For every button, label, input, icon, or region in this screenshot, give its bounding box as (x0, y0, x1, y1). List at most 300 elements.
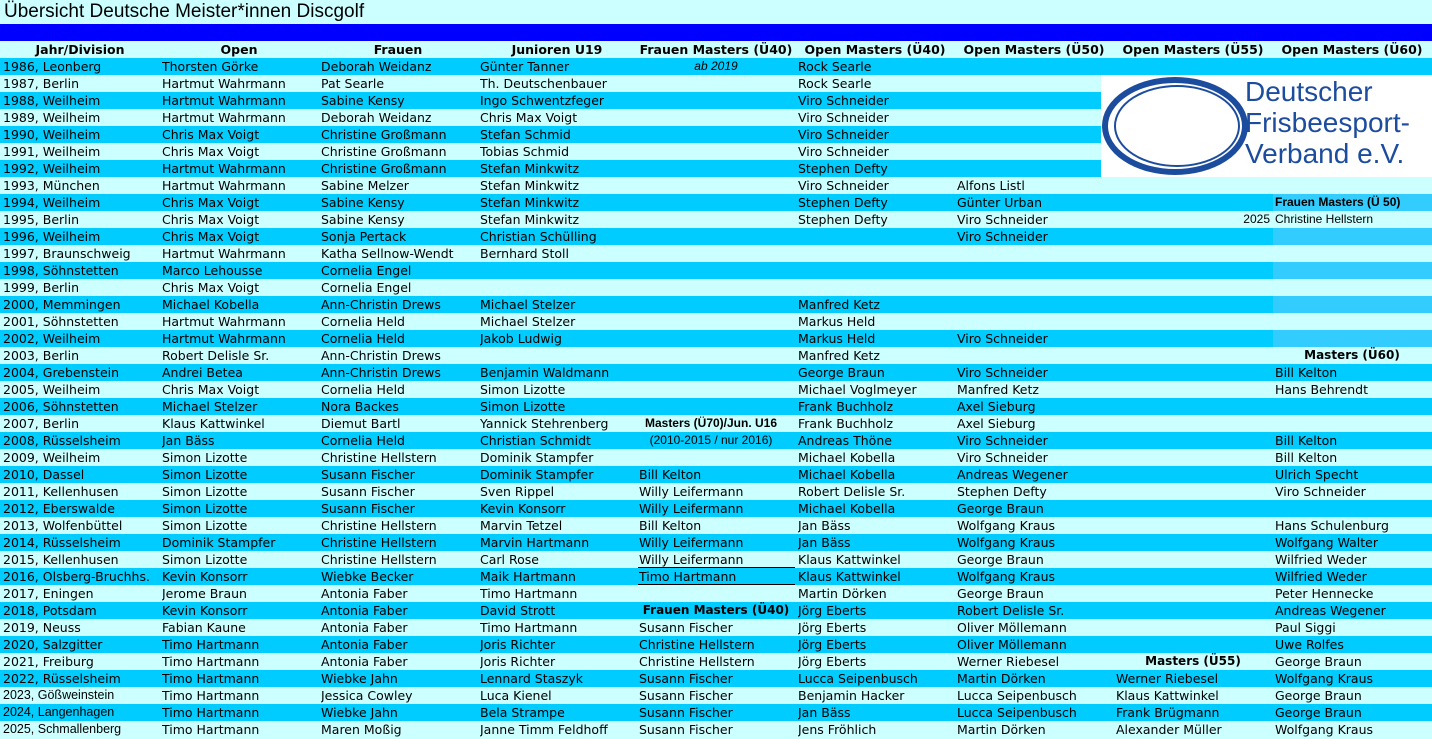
champion-cell: Michael Kobella (162, 297, 260, 312)
year-location-cell: 1998, Söhnstetten (3, 263, 119, 278)
champion-cell: Markus Held (798, 331, 876, 346)
champion-cell: Viro Schneider (798, 93, 889, 108)
champion-cell: Peter Hennecke (1275, 586, 1374, 601)
champion-cell: Markus Held (798, 314, 876, 329)
champion-cell (1116, 381, 1273, 398)
note-masters-u70: Masters (Ü70)/Jun. U16 (644, 416, 778, 430)
champion-cell: Wiebke Becker (321, 569, 414, 584)
table-row (0, 687, 1432, 704)
champion-cell: Wolfgang Walter (1275, 535, 1378, 550)
champion-cell: Hartmut Wahrmann (162, 161, 286, 176)
year-location-cell: 1989, Weilheim (3, 110, 101, 125)
champion-cell: Lucca Seipenbusch (957, 705, 1077, 720)
champion-cell: Axel Sieburg (957, 399, 1036, 414)
champion-cell: Susann Fischer (639, 722, 733, 737)
champion-cell (1275, 245, 1432, 262)
champion-cell: Nora Backes (321, 399, 399, 414)
champion-cell: Susann Fischer (321, 467, 415, 482)
champion-cell: Andreas Wegener (1275, 603, 1386, 618)
champion-cell: Christine Großmann (321, 144, 447, 159)
champion-cell (1116, 602, 1273, 619)
champion-cell: Simon Lizotte (162, 450, 248, 465)
champion-cell: Marvin Hartmann (480, 535, 590, 550)
champion-cell (1116, 364, 1273, 381)
champion-cell: Deborah Weidanz (321, 110, 432, 125)
champion-cell (639, 177, 796, 194)
champion-cell: Benjamin Hacker (798, 688, 905, 703)
champion-cell: Klaus Kattwinkel (1116, 688, 1219, 703)
champion-cell: Wolfgang Kraus (957, 518, 1056, 533)
champion-cell (957, 126, 1114, 143)
champion-cell (1116, 347, 1273, 364)
champion-cell: Diemut Bartl (321, 416, 401, 431)
column-highlight (1273, 330, 1432, 347)
header-band (0, 24, 1432, 41)
champion-cell: Joris Richter (480, 654, 556, 669)
champion-cell: Ann-Christin Drews (321, 348, 441, 363)
champion-cell: Andrei Betea (162, 365, 243, 380)
table-row (0, 194, 1432, 211)
champion-cell: Benjamin Waldmann (480, 365, 610, 380)
champion-cell: Bill Kelton (1275, 450, 1338, 465)
champion-cell: Martin Dörken (798, 586, 887, 601)
champion-cell: Viro Schneider (957, 433, 1048, 448)
champion-cell: Werner Riebesel (957, 654, 1060, 669)
champion-cell: Paul Siggi (1275, 620, 1336, 635)
column-header: Open Masters (Ü60) (1281, 42, 1423, 57)
year-location-cell: 2004, Grebenstein (3, 365, 120, 380)
champion-cell (957, 245, 1114, 262)
champion-cell: Sabine Kensy (321, 93, 405, 108)
table-row (0, 517, 1432, 534)
table-row (0, 449, 1432, 466)
column-highlight (1273, 262, 1432, 279)
champion-cell (639, 398, 796, 415)
champion-cell: Stephen Defty (798, 212, 888, 227)
champion-cell: Viro Schneider (798, 144, 889, 159)
champion-cell: Jörg Eberts (798, 654, 867, 669)
champion-cell: Hartmut Wahrmann (162, 331, 286, 346)
table-row (0, 619, 1432, 636)
champion-cell: Hartmut Wahrmann (162, 178, 286, 193)
champion-cell (1275, 398, 1432, 415)
champion-cell: Hartmut Wahrmann (162, 110, 286, 125)
champion-cell: Deborah Weidanz (321, 59, 432, 74)
champion-cell (798, 279, 955, 296)
champion-cell (1116, 296, 1273, 313)
champion-cell (639, 228, 796, 245)
champion-cell: Viro Schneider (798, 110, 889, 125)
column-headers (0, 41, 1432, 58)
champion-cell (798, 228, 955, 245)
note-ab-2019: ab 2019 (694, 59, 738, 73)
champion-cell (957, 92, 1114, 109)
champion-cell (1116, 177, 1273, 194)
champion-cell (1116, 568, 1273, 585)
champion-cell: Viro Schneider (957, 365, 1048, 380)
champion-cell: Günter Urban (957, 195, 1043, 210)
champion-cell: Susann Fischer (321, 501, 415, 516)
year-location-cell: 2018, Potsdam (3, 603, 97, 618)
champion-cell: Marco Lehousse (162, 263, 263, 278)
champion-cell (1116, 534, 1273, 551)
cell-underline (638, 584, 795, 585)
champion-cell: Antonia Faber (321, 603, 408, 618)
champion-cell: Jan Bäss (798, 705, 851, 720)
note-frauen-masters-u50: Frauen Masters (Ü 50) (1275, 195, 1401, 209)
champion-cell: Wolfgang Kraus (957, 569, 1056, 584)
champion-cell: Klaus Kattwinkel (798, 552, 901, 567)
year-location-cell: 2002, Weilheim (3, 331, 101, 346)
champion-cell: Marvin Tetzel (480, 518, 563, 533)
logo-text-line-1: Deutscher (1245, 76, 1373, 107)
champion-cell: Andreas Thöne (798, 433, 892, 448)
champion-cell (798, 262, 955, 279)
champion-cell: Timo Hartmann (480, 586, 578, 601)
note-masters-u60: Masters (Ü60) (1304, 348, 1400, 362)
champion-cell: Michael Stelzer (480, 314, 576, 329)
champion-cell (1116, 483, 1273, 500)
champion-cell (639, 126, 796, 143)
column-header: Jahr/Division (35, 42, 125, 57)
year-location-cell: 1987, Berlin (3, 76, 80, 91)
table-row (0, 228, 1432, 245)
champion-cell (639, 313, 796, 330)
champion-cell (639, 160, 796, 177)
table-row (0, 534, 1432, 551)
champion-cell: Ulrich Specht (1275, 467, 1359, 482)
note-masters-u55: Masters (Ü55) (1145, 654, 1241, 668)
champion-cell: Wiebke Jahn (321, 705, 398, 720)
year-location-cell: 2013, Wolfenbüttel (3, 518, 123, 533)
champion-cell: Christine Hellstern (321, 535, 437, 550)
champion-cell: Willy Leifermann (639, 501, 744, 516)
champion-cell: Maren Moßig (321, 722, 402, 737)
year-location-cell: 2006, Söhnstetten (3, 399, 119, 414)
year-location-cell: 2009, Weilheim (3, 450, 101, 465)
champion-cell: Michael Kobella (798, 501, 896, 516)
champion-cell (1116, 228, 1273, 245)
year-location-cell: 2007, Berlin (3, 416, 80, 431)
champion-cell: Sabine Melzer (321, 178, 409, 193)
champion-cell (957, 262, 1114, 279)
champion-cell (957, 58, 1114, 75)
champion-cell: Timo Hartmann (162, 654, 260, 669)
year-location-cell: 1988, Weilheim (3, 93, 101, 108)
champion-cell: Christian Schülling (480, 229, 597, 244)
champion-cell: Kevin Konsorr (162, 569, 248, 584)
champion-cell: Chris Max Voigt (480, 110, 578, 125)
champion-cell: Kevin Konsorr (162, 603, 248, 618)
year-location-cell: 2008, Rüsselsheim (3, 433, 121, 448)
champion-cell: Hartmut Wahrmann (162, 314, 286, 329)
champion-cell (1116, 636, 1273, 653)
champion-cell: George Braun (1275, 654, 1362, 669)
champion-cell: Axel Sieburg (957, 416, 1036, 431)
table-row (0, 551, 1432, 568)
column-header: Open Masters (Ü50) (963, 42, 1105, 57)
champion-cell (639, 92, 796, 109)
champion-cell: Timo Hartmann (162, 722, 260, 737)
champion-cell: Sabine Kensy (321, 212, 405, 227)
year-location-cell: 2014, Rüsselsheim (3, 535, 121, 550)
year-location-cell: 1993, München (3, 178, 100, 193)
champion-cell: Chris Max Voigt (162, 382, 260, 397)
champion-cell (957, 143, 1114, 160)
champion-cell: Christine Hellstern (639, 654, 755, 669)
champion-cell: Simon Lizotte (162, 518, 248, 533)
champion-cell: Cornelia Held (321, 314, 405, 329)
table-row (0, 704, 1432, 721)
champion-cell (957, 313, 1114, 330)
logo-text-line-2: Frisbeesport- (1245, 107, 1410, 138)
cell-underline (638, 567, 795, 568)
year-location-cell: 2020, Salzgitter (3, 637, 103, 652)
champion-cell (1116, 551, 1273, 568)
champion-cell: Günter Tanner (480, 59, 570, 74)
champion-cell: Chris Max Voigt (162, 195, 260, 210)
champion-cell: Willy Leifermann (639, 484, 744, 499)
column-header: Open Masters (Ü40) (804, 42, 946, 57)
champion-cell (639, 75, 796, 92)
year-location-cell: 2016, Olsberg-Bruchhs. (3, 569, 150, 584)
champion-cell: Oliver Möllemann (957, 637, 1067, 652)
champion-cell: Susann Fischer (639, 705, 733, 720)
year-location-cell: 2025, Schmallenberg (3, 722, 122, 736)
champion-cell: Chris Max Voigt (162, 212, 260, 227)
champion-cell: Antonia Faber (321, 620, 408, 635)
champion-cell: Sven Rippel (480, 484, 555, 499)
champion-cell (1116, 415, 1273, 432)
champion-cell: Willy Leifermann (639, 552, 744, 567)
champion-cell: Susann Fischer (639, 620, 733, 635)
champion-cell (639, 211, 796, 228)
year-location-cell: 2024, Langenhagen (3, 705, 115, 719)
champion-cell: Viro Schneider (798, 178, 889, 193)
champion-cell: Rock Searle (798, 59, 872, 74)
champion-cell: Christine Großmann (321, 127, 447, 142)
champion-cell (639, 194, 796, 211)
champion-cell: Hans Behrendt (1275, 382, 1368, 397)
champion-cell (957, 160, 1114, 177)
champion-cell: Lucca Seipenbusch (957, 688, 1077, 703)
champion-cell: Bela Strampe (480, 705, 565, 720)
champion-cell: Robert Delisle Sr. (162, 348, 270, 363)
champion-cell (957, 296, 1114, 313)
champion-cell: Timo Hartmann (162, 671, 260, 686)
champion-cell: Timo Hartmann (162, 705, 260, 720)
champion-cell (1275, 415, 1432, 432)
champion-cell: Hans Schulenburg (1275, 518, 1389, 533)
champion-cell: Manfred Ketz (798, 348, 880, 363)
champion-cell: Chris Max Voigt (162, 144, 260, 159)
note-frauen-u50-year: 2025 (1243, 212, 1270, 226)
champion-cell (1116, 619, 1273, 636)
champion-cell: Hartmut Wahrmann (162, 76, 286, 91)
champion-cell: Manfred Ketz (957, 382, 1039, 397)
champion-cell: Timo Hartmann (480, 620, 578, 635)
column-header: Frauen Masters (Ü40) (639, 42, 793, 57)
champion-cell: Ingo Schwentzfeger (480, 93, 605, 108)
champion-cell: Bill Kelton (1275, 365, 1338, 380)
champion-cell: Viro Schneider (957, 212, 1048, 227)
champion-cell: George Braun (798, 365, 885, 380)
year-location-cell: 2000, Memmingen (3, 297, 121, 312)
table-row (0, 721, 1432, 738)
champion-cell: Kevin Konsorr (480, 501, 566, 516)
champion-cell (1116, 432, 1273, 449)
note-masters-u70-range: (2010-2015 / nur 2016) (649, 433, 773, 447)
champion-cell: Chris Max Voigt (162, 127, 260, 142)
champion-cell: Stephen Defty (798, 195, 888, 210)
champion-cell (1116, 313, 1273, 330)
champion-cell: Christine Großmann (321, 161, 447, 176)
column-header: Open (220, 42, 258, 57)
year-location-cell: 2017, Eningen (3, 586, 94, 601)
champion-cell: Alexander Müller (1116, 722, 1222, 737)
champion-cell: Cornelia Held (321, 433, 405, 448)
champion-cell: Dominik Stampfer (162, 535, 276, 550)
champion-cell: Frank Buchholz (798, 399, 894, 414)
champion-cell: Michael Kobella (798, 467, 896, 482)
champion-cell: Wolfgang Kraus (1275, 671, 1374, 686)
table-row (0, 670, 1432, 687)
champion-cell: Stefan Minkwitz (480, 195, 580, 210)
year-location-cell: 1997, Braunschweig (3, 246, 131, 261)
logo-ring-icon (1101, 75, 1251, 177)
champion-cell: Wiebke Jahn (321, 671, 398, 686)
champion-cell (1116, 58, 1273, 75)
champion-cell (957, 75, 1114, 92)
champion-cell: Jens Fröhlich (798, 722, 877, 737)
champion-cell: Luca Kienel (480, 688, 552, 703)
champion-cell: Michael Kobella (798, 450, 896, 465)
champion-cell (957, 109, 1114, 126)
champion-cell: Oliver Möllemann (957, 620, 1067, 635)
champion-cell: Jan Bäss (798, 535, 851, 550)
table-row (0, 466, 1432, 483)
champion-cell (1116, 279, 1273, 296)
champion-cell: Bill Kelton (1275, 433, 1338, 448)
year-location-cell: 2015, Kellenhusen (3, 552, 119, 567)
champion-cell (480, 347, 637, 364)
year-location-cell: 2019, Neuss (3, 620, 81, 635)
year-location-cell: 1995, Berlin (3, 212, 80, 227)
champion-cell: Cornelia Engel (321, 263, 412, 278)
champion-cell: Maik Hartmann (480, 569, 576, 584)
champion-cell: Ann-Christin Drews (321, 297, 441, 312)
year-location-cell: 1990, Weilheim (3, 127, 101, 142)
champion-cell: George Braun (1275, 705, 1362, 720)
champion-cell (639, 381, 796, 398)
champion-cell: George Braun (957, 501, 1044, 516)
year-location-cell: 2021, Freiburg (3, 654, 94, 669)
champion-cell: Christine Hellstern (321, 450, 437, 465)
champion-cell (1116, 245, 1273, 262)
champion-cell: Stefan Minkwitz (480, 178, 580, 193)
champion-cell: Viro Schneider (957, 229, 1048, 244)
champion-cell: Carl Rose (480, 552, 539, 567)
champion-cell: Chris Max Voigt (162, 229, 260, 244)
champion-cell: Ann-Christin Drews (321, 365, 441, 380)
champion-cell (480, 279, 637, 296)
table-row (0, 381, 1432, 398)
year-location-cell: 1992, Weilheim (3, 161, 101, 176)
champion-cell: Christine Hellstern (639, 637, 755, 652)
champion-cell: Viro Schneider (957, 331, 1048, 346)
year-location-cell: 1991, Weilheim (3, 144, 101, 159)
champion-cell (639, 279, 796, 296)
champion-cell: Simon Lizotte (480, 399, 566, 414)
champion-cell (639, 143, 796, 160)
champion-cell: Robert Delisle Sr. (957, 603, 1065, 618)
champion-cell: Sonja Pertack (321, 229, 407, 244)
champion-cell (639, 296, 796, 313)
champion-cell: Stefan Schmid (480, 127, 571, 142)
year-location-cell: 1986, Leonberg (3, 59, 102, 74)
champion-cell: Yannick Stehrenberg (480, 416, 609, 431)
year-location-cell: 2022, Rüsselsheim (3, 671, 121, 686)
year-location-cell: 1996, Weilheim (3, 229, 101, 244)
champion-cell: Martin Dörken (957, 671, 1046, 686)
champion-cell (1116, 517, 1273, 534)
champion-cell (1116, 330, 1273, 347)
table-row (0, 500, 1432, 517)
table-row (0, 636, 1432, 653)
champion-cell: Jörg Eberts (798, 603, 867, 618)
champion-cell: Antonia Faber (321, 586, 408, 601)
champion-cell: Simon Lizotte (162, 467, 248, 482)
champion-cell (1116, 585, 1273, 602)
champion-cell: Antonia Faber (321, 654, 408, 669)
champion-cell: Stephen Defty (798, 161, 888, 176)
table-row (0, 279, 1432, 296)
champion-cell: Janne Timm Feldhoff (480, 722, 608, 737)
champion-cell: Frank Brügmann (1116, 705, 1220, 720)
champion-cell: Simon Lizotte (162, 552, 248, 567)
champion-cell: Stephen Defty (957, 484, 1047, 499)
table-row (0, 585, 1432, 602)
champion-cell (1116, 262, 1273, 279)
champion-cell: Katha Sellnow-Wendt (321, 246, 454, 261)
champion-cell: Fabian Kaune (162, 620, 246, 635)
column-header: Junioren U19 (511, 42, 603, 57)
column-header: Frauen (373, 42, 423, 57)
champion-cell: Susann Fischer (639, 671, 733, 686)
champion-cell: Hartmut Wahrmann (162, 246, 286, 261)
year-location-cell: 1994, Weilheim (3, 195, 101, 210)
champion-cell (1116, 194, 1273, 211)
dfv-logo (1101, 75, 1432, 177)
champion-cell (639, 449, 796, 466)
champion-cell: Bill Kelton (639, 467, 702, 482)
table-row (0, 398, 1432, 415)
champion-cell: Timo Hartmann (162, 637, 260, 652)
logo-text-line-3: Verband e.V. (1245, 138, 1405, 169)
champion-cell: Jan Bäss (798, 518, 851, 533)
champion-cell: Michael Voglmeyer (798, 382, 917, 397)
champion-cell: Christine Hellstern (321, 518, 437, 533)
champion-cell: Uwe Rolfes (1275, 637, 1344, 652)
champion-cell: Simon Lizotte (480, 382, 566, 397)
column-header: Open Masters (Ü55) (1122, 42, 1264, 57)
column-highlight (1273, 296, 1432, 313)
champion-cell (1275, 313, 1432, 330)
champion-cell: Dominik Stampfer (480, 467, 594, 482)
champion-cell (798, 245, 955, 262)
champion-cell: Susann Fischer (321, 484, 415, 499)
champion-cell: Thorsten Görke (162, 59, 259, 74)
